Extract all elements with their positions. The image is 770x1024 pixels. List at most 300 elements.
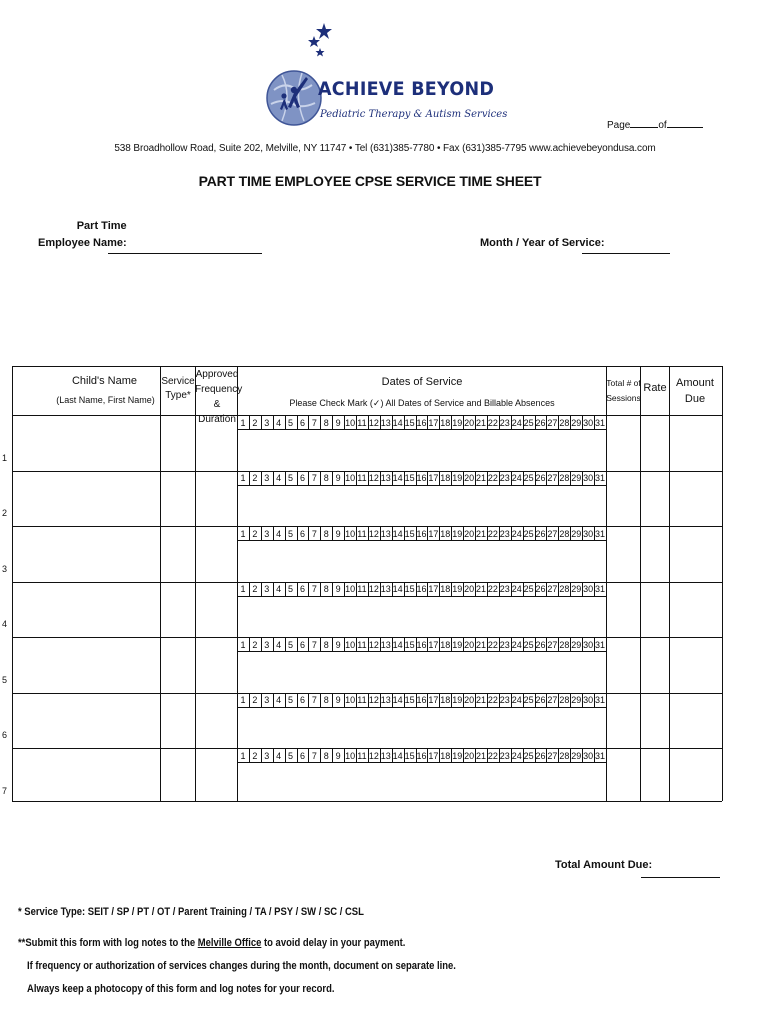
day-checkbox[interactable]: 31 bbox=[595, 695, 606, 705]
day-checkbox[interactable]: 19 bbox=[452, 473, 463, 483]
day-checkbox[interactable]: 27 bbox=[547, 695, 558, 705]
day-checkbox[interactable]: 16 bbox=[416, 750, 427, 761]
day-checkbox[interactable]: 23 bbox=[499, 584, 510, 594]
day-checkbox[interactable]: 30 bbox=[583, 473, 594, 483]
day-cell-divider bbox=[439, 693, 440, 707]
page-total-field[interactable] bbox=[667, 118, 703, 128]
day-checkbox[interactable]: 25 bbox=[523, 528, 534, 539]
day-checkbox[interactable]: 1 bbox=[240, 528, 246, 539]
day-checkbox[interactable]: 1 bbox=[240, 695, 246, 705]
day-checkbox[interactable]: 2 bbox=[252, 750, 258, 761]
day-cell-divider bbox=[416, 415, 417, 429]
day-checkbox[interactable]: 16 bbox=[416, 695, 427, 705]
day-checkbox[interactable]: 9 bbox=[335, 750, 341, 761]
day-cell-divider bbox=[475, 526, 476, 540]
day-cell-divider bbox=[404, 415, 405, 429]
day-cell-divider bbox=[285, 415, 286, 429]
day-checkbox[interactable]: 19 bbox=[452, 639, 463, 650]
day-checkbox[interactable]: 30 bbox=[583, 417, 594, 428]
day-cell-divider bbox=[487, 693, 488, 707]
day-checkbox[interactable]: 16 bbox=[416, 473, 427, 483]
employee-name-field[interactable] bbox=[108, 253, 262, 254]
day-checkbox[interactable]: 2 bbox=[252, 473, 258, 483]
dates-of-service-header: Dates of Service bbox=[381, 376, 463, 388]
day-checkbox[interactable]: 29 bbox=[571, 750, 582, 761]
day-checkbox[interactable]: 20 bbox=[464, 528, 475, 539]
day-cell-divider bbox=[546, 748, 547, 762]
day-checkbox[interactable]: 23 bbox=[499, 473, 510, 483]
day-checkbox[interactable]: 18 bbox=[440, 528, 451, 539]
day-checkbox[interactable]: 15 bbox=[404, 473, 415, 483]
day-checkbox[interactable]: 26 bbox=[535, 473, 546, 483]
day-checkbox[interactable]: 30 bbox=[583, 528, 594, 539]
day-checkbox[interactable]: 9 bbox=[335, 695, 341, 705]
day-checkbox[interactable]: 17 bbox=[428, 750, 439, 761]
day-checkbox[interactable]: 27 bbox=[547, 639, 558, 650]
day-checkbox[interactable]: 13 bbox=[380, 750, 391, 761]
day-checkbox[interactable]: 31 bbox=[595, 750, 606, 761]
day-checkbox[interactable]: 4 bbox=[276, 417, 282, 428]
day-checkbox[interactable]: 21 bbox=[476, 695, 487, 705]
day-checkbox[interactable]: 10 bbox=[345, 750, 356, 761]
day-checkbox[interactable]: 24 bbox=[511, 473, 522, 483]
day-checkbox[interactable]: 18 bbox=[440, 695, 451, 705]
day-checkbox[interactable]: 31 bbox=[595, 639, 606, 650]
day-checkbox[interactable]: 23 bbox=[499, 695, 510, 705]
day-checkbox[interactable]: 26 bbox=[535, 695, 546, 705]
day-checkbox[interactable]: 3 bbox=[264, 473, 270, 483]
day-checkbox[interactable]: 20 bbox=[464, 639, 475, 650]
day-checkbox[interactable]: 26 bbox=[535, 750, 546, 761]
day-checkbox[interactable]: 13 bbox=[380, 584, 391, 594]
day-checkbox[interactable]: 30 bbox=[583, 584, 594, 594]
day-checkbox[interactable]: 3 bbox=[264, 528, 270, 539]
day-cell-divider bbox=[392, 415, 393, 429]
day-checkbox[interactable]: 14 bbox=[392, 695, 403, 705]
day-checkbox[interactable]: 9 bbox=[335, 528, 341, 539]
day-checkbox[interactable]: 6 bbox=[299, 417, 305, 428]
day-cell-divider bbox=[308, 582, 309, 596]
day-checkbox[interactable]: 9 bbox=[335, 417, 341, 428]
day-checkbox[interactable]: 12 bbox=[368, 639, 379, 650]
day-cell-divider bbox=[451, 471, 452, 485]
table-border-top bbox=[12, 366, 722, 367]
day-cell-divider bbox=[273, 637, 274, 651]
day-cell-divider bbox=[439, 582, 440, 596]
day-checkbox[interactable]: 22 bbox=[487, 417, 498, 428]
day-checkbox[interactable]: 25 bbox=[523, 750, 534, 761]
day-checkbox[interactable]: 18 bbox=[440, 639, 451, 650]
day-checkbox[interactable]: 18 bbox=[440, 750, 451, 761]
day-cell-divider bbox=[249, 582, 250, 596]
day-checkbox[interactable]: 7 bbox=[311, 584, 317, 594]
day-checkbox[interactable]: 18 bbox=[440, 417, 451, 428]
day-checkbox[interactable]: 3 bbox=[264, 639, 270, 650]
day-checkbox[interactable]: 11 bbox=[357, 528, 367, 539]
day-checkbox[interactable]: 4 bbox=[276, 639, 282, 650]
day-cell-divider bbox=[582, 582, 583, 596]
day-checkbox[interactable]: 19 bbox=[452, 528, 463, 539]
day-cell-divider bbox=[332, 637, 333, 651]
day-checkbox[interactable]: 20 bbox=[464, 750, 475, 761]
day-checkbox[interactable]: 4 bbox=[276, 750, 282, 761]
day-cell-divider bbox=[308, 748, 309, 762]
day-checkbox[interactable]: 21 bbox=[476, 584, 487, 594]
day-checkbox[interactable]: 29 bbox=[571, 584, 582, 594]
day-checkbox[interactable]: 20 bbox=[464, 417, 475, 428]
day-checkbox[interactable]: 20 bbox=[464, 473, 475, 483]
day-checkbox[interactable]: 10 bbox=[345, 584, 356, 594]
day-checkbox[interactable]: 8 bbox=[323, 750, 329, 761]
day-checkbox[interactable]: 11 bbox=[357, 639, 367, 650]
day-checkbox[interactable]: 9 bbox=[335, 639, 341, 650]
day-checkbox[interactable]: 13 bbox=[380, 528, 391, 539]
day-checkbox[interactable]: 24 bbox=[511, 750, 522, 761]
day-checkbox[interactable]: 28 bbox=[559, 639, 570, 650]
day-checkbox[interactable]: 5 bbox=[288, 639, 294, 650]
day-checkbox[interactable]: 30 bbox=[583, 750, 594, 761]
day-checkbox[interactable]: 4 bbox=[276, 584, 282, 594]
day-checkbox[interactable]: 10 bbox=[345, 639, 356, 650]
day-checkbox[interactable]: 1 bbox=[240, 473, 246, 483]
day-checkbox[interactable]: 17 bbox=[428, 584, 439, 594]
service-header-line1: Service bbox=[161, 376, 195, 387]
day-cell-divider bbox=[320, 471, 321, 485]
day-cell-divider bbox=[404, 637, 405, 651]
day-checkbox[interactable]: 8 bbox=[323, 528, 329, 539]
day-checkbox[interactable]: 25 bbox=[523, 695, 534, 705]
day-checkbox[interactable]: 12 bbox=[368, 473, 379, 483]
day-checkbox[interactable]: 18 bbox=[440, 473, 451, 483]
day-checkbox[interactable]: 26 bbox=[535, 417, 546, 428]
day-checkbox[interactable]: 17 bbox=[428, 695, 439, 705]
day-checkbox[interactable]: 19 bbox=[452, 584, 463, 594]
day-checkbox[interactable]: 28 bbox=[559, 695, 570, 705]
day-checkbox[interactable]: 5 bbox=[288, 528, 294, 539]
day-checkbox[interactable]: 16 bbox=[416, 417, 427, 428]
day-checkbox[interactable]: 19 bbox=[452, 417, 463, 428]
day-cell-divider bbox=[463, 582, 464, 596]
day-checkbox[interactable]: 29 bbox=[571, 639, 582, 650]
day-checkbox[interactable]: 23 bbox=[499, 528, 510, 539]
total-amount-due-field[interactable] bbox=[641, 877, 720, 878]
day-checkbox[interactable]: 11 bbox=[357, 584, 367, 594]
day-checkbox[interactable]: 2 bbox=[252, 695, 258, 705]
day-checkbox[interactable]: 21 bbox=[476, 473, 487, 483]
day-checkbox[interactable]: 3 bbox=[264, 584, 270, 594]
day-cell-divider bbox=[320, 582, 321, 596]
day-checkbox[interactable]: 22 bbox=[487, 639, 498, 650]
day-checkbox[interactable]: 21 bbox=[476, 750, 487, 761]
day-checkbox[interactable]: 22 bbox=[487, 528, 498, 539]
day-cell-divider bbox=[297, 471, 298, 485]
day-checkbox[interactable]: 16 bbox=[416, 639, 427, 650]
day-checkbox[interactable]: 20 bbox=[464, 695, 475, 705]
day-cell-divider bbox=[427, 415, 428, 429]
day-cell-divider bbox=[380, 582, 381, 596]
day-checkbox[interactable]: 7 bbox=[311, 750, 317, 761]
day-checkbox[interactable]: 20 bbox=[464, 584, 475, 594]
day-checkbox[interactable]: 28 bbox=[559, 584, 570, 594]
day-cell-divider bbox=[582, 693, 583, 707]
day-cell-divider bbox=[320, 637, 321, 651]
day-checkbox[interactable]: 14 bbox=[392, 750, 403, 761]
day-checkbox[interactable]: 14 bbox=[392, 473, 403, 483]
row-number: 1 bbox=[2, 452, 8, 463]
day-checkbox[interactable]: 7 bbox=[311, 417, 317, 428]
day-checkbox[interactable]: 31 bbox=[595, 584, 606, 594]
day-cell-divider bbox=[546, 415, 547, 429]
day-checkbox[interactable]: 17 bbox=[428, 417, 439, 428]
column-divider-4 bbox=[606, 366, 607, 801]
day-checkbox[interactable]: 6 bbox=[299, 473, 305, 483]
day-checkbox[interactable]: 24 bbox=[511, 528, 522, 539]
column-divider-2 bbox=[195, 366, 196, 801]
day-checkbox[interactable]: 13 bbox=[380, 473, 391, 483]
day-checkbox[interactable]: 31 bbox=[595, 417, 606, 428]
day-checkbox[interactable]: 24 bbox=[511, 417, 522, 428]
day-checkbox[interactable]: 25 bbox=[523, 584, 534, 594]
dates-of-service-subheader: Please Check Mark (✓) All Dates of Service and Billable Absences bbox=[289, 398, 555, 408]
day-checkbox[interactable]: 16 bbox=[416, 528, 427, 539]
day-checkbox[interactable]: 17 bbox=[428, 473, 439, 483]
day-checkbox[interactable]: 8 bbox=[323, 473, 329, 483]
day-checkbox[interactable]: 7 bbox=[311, 473, 317, 483]
day-checkbox[interactable]: 15 bbox=[404, 695, 415, 705]
day-checkbox[interactable]: 15 bbox=[404, 584, 415, 594]
day-cell-divider bbox=[356, 748, 357, 762]
day-checkbox[interactable]: 23 bbox=[499, 639, 510, 650]
day-checkbox[interactable]: 9 bbox=[335, 473, 341, 483]
rate-header: Rate bbox=[643, 382, 667, 394]
day-checkbox[interactable]: 3 bbox=[264, 695, 270, 705]
day-cell-divider bbox=[261, 637, 262, 651]
day-checkbox[interactable]: 5 bbox=[288, 750, 294, 761]
day-checkbox[interactable]: 10 bbox=[345, 695, 356, 705]
day-checkbox[interactable]: 24 bbox=[511, 695, 522, 705]
approved-header-line3: & Duration bbox=[198, 399, 236, 425]
day-cell-divider bbox=[451, 526, 452, 540]
day-checkbox[interactable]: 29 bbox=[571, 695, 582, 705]
of-label: of bbox=[658, 120, 667, 131]
day-cell-divider bbox=[487, 748, 488, 762]
day-checkbox[interactable]: 31 bbox=[595, 528, 606, 539]
day-checkbox[interactable]: 6 bbox=[299, 695, 305, 705]
month-year-field[interactable] bbox=[582, 253, 670, 254]
day-cell-divider bbox=[535, 582, 536, 596]
day-checkbox[interactable]: 10 bbox=[345, 528, 356, 539]
day-checkbox[interactable]: 12 bbox=[368, 584, 379, 594]
day-checkbox[interactable]: 24 bbox=[511, 584, 522, 594]
day-checkbox[interactable]: 13 bbox=[380, 695, 391, 705]
day-checkbox[interactable]: 10 bbox=[345, 473, 356, 483]
day-checkbox[interactable]: 25 bbox=[523, 417, 534, 428]
day-checkbox[interactable]: 5 bbox=[288, 695, 294, 705]
day-cell-divider bbox=[594, 748, 595, 762]
day-checkbox[interactable]: 8 bbox=[323, 639, 329, 650]
column-divider-6 bbox=[669, 366, 670, 801]
day-checkbox[interactable]: 6 bbox=[299, 639, 305, 650]
brand-tagline: Pediatric Therapy & Autism Services bbox=[320, 109, 508, 120]
day-cell-divider bbox=[523, 582, 524, 596]
day-checkbox[interactable]: 27 bbox=[547, 473, 558, 483]
day-cell-divider bbox=[356, 471, 357, 485]
day-cell-divider bbox=[380, 415, 381, 429]
day-cell-divider bbox=[594, 693, 595, 707]
day-cell-divider bbox=[487, 526, 488, 540]
day-checkbox[interactable]: 12 bbox=[368, 528, 379, 539]
day-cell-divider bbox=[249, 471, 250, 485]
day-checkbox[interactable]: 5 bbox=[288, 584, 294, 594]
day-checkbox[interactable]: 19 bbox=[452, 695, 463, 705]
day-checkbox[interactable]: 6 bbox=[299, 528, 305, 539]
day-checkbox[interactable]: 7 bbox=[311, 639, 317, 650]
day-checkbox[interactable]: 14 bbox=[392, 528, 403, 539]
day-checkbox[interactable]: 28 bbox=[559, 473, 570, 483]
day-checkbox[interactable]: 24 bbox=[511, 639, 522, 650]
day-checkbox[interactable]: 7 bbox=[311, 528, 317, 539]
day-checkbox[interactable]: 30 bbox=[583, 695, 594, 705]
day-checkbox[interactable]: 23 bbox=[499, 750, 510, 761]
day-checkbox[interactable]: 4 bbox=[276, 528, 282, 539]
day-checkbox[interactable]: 15 bbox=[404, 639, 415, 650]
day-checkbox[interactable]: 5 bbox=[288, 473, 294, 483]
day-checkbox[interactable]: 8 bbox=[323, 584, 329, 594]
day-checkbox[interactable]: 21 bbox=[476, 639, 487, 650]
day-checkbox[interactable]: 28 bbox=[559, 417, 570, 428]
day-checkbox[interactable]: 13 bbox=[380, 639, 391, 650]
amount-header-line1: Amount bbox=[676, 377, 714, 389]
day-checkbox[interactable]: 28 bbox=[559, 750, 570, 761]
day-checkbox[interactable]: 5 bbox=[288, 417, 294, 428]
day-checkbox[interactable]: 3 bbox=[264, 750, 270, 761]
day-checkbox[interactable]: 19 bbox=[452, 750, 463, 761]
day-checkbox[interactable]: 1 bbox=[240, 639, 246, 650]
day-checkbox[interactable]: 22 bbox=[487, 750, 498, 761]
day-checkbox[interactable]: 25 bbox=[523, 473, 534, 483]
day-cell-divider bbox=[344, 526, 345, 540]
melville-office-text: Melville Office bbox=[197, 937, 262, 949]
day-checkbox[interactable]: 27 bbox=[547, 584, 558, 594]
day-cell-divider bbox=[499, 415, 500, 429]
day-checkbox[interactable]: 8 bbox=[323, 695, 329, 705]
day-checkbox[interactable]: 27 bbox=[547, 528, 558, 539]
day-checkbox[interactable]: 1 bbox=[240, 417, 246, 428]
day-cell-divider bbox=[416, 637, 417, 651]
day-checkbox[interactable]: 12 bbox=[368, 417, 379, 428]
day-checkbox[interactable]: 6 bbox=[299, 750, 305, 761]
day-cell-divider bbox=[356, 526, 357, 540]
day-checkbox[interactable]: 29 bbox=[571, 473, 582, 483]
day-cell-divider bbox=[308, 637, 309, 651]
day-cell-divider bbox=[558, 471, 559, 485]
day-cell-divider bbox=[570, 471, 571, 485]
day-checkbox[interactable]: 26 bbox=[535, 528, 546, 539]
day-checkbox[interactable]: 11 bbox=[357, 695, 367, 705]
day-cell-divider bbox=[451, 415, 452, 429]
day-checkbox[interactable]: 7 bbox=[311, 695, 317, 705]
page-number-field[interactable] bbox=[630, 118, 658, 128]
day-checkbox[interactable]: 2 bbox=[252, 528, 258, 539]
day-checkbox[interactable]: 11 bbox=[357, 750, 367, 761]
day-checkbox[interactable]: 1 bbox=[240, 584, 246, 594]
day-cell-divider bbox=[499, 748, 500, 762]
day-cell-divider bbox=[261, 415, 262, 429]
day-checkbox[interactable]: 10 bbox=[345, 417, 356, 428]
day-cell-divider bbox=[439, 637, 440, 651]
day-checkbox[interactable]: 2 bbox=[252, 639, 258, 650]
day-checkbox[interactable]: 3 bbox=[264, 417, 270, 428]
day-cell-divider bbox=[582, 748, 583, 762]
day-cell-divider bbox=[261, 582, 262, 596]
day-checkbox[interactable]: 22 bbox=[487, 473, 498, 483]
day-checkbox[interactable]: 30 bbox=[583, 639, 594, 650]
day-checkbox[interactable]: 8 bbox=[323, 417, 329, 428]
day-cell-divider bbox=[308, 526, 309, 540]
day-checkbox[interactable]: 26 bbox=[535, 639, 546, 650]
day-checkbox[interactable]: 22 bbox=[487, 584, 498, 594]
day-checkbox[interactable]: 15 bbox=[404, 750, 415, 761]
day-cell-divider bbox=[451, 637, 452, 651]
day-checkbox[interactable]: 27 bbox=[547, 417, 558, 428]
day-checkbox[interactable]: 2 bbox=[252, 417, 258, 428]
day-cell-divider bbox=[535, 526, 536, 540]
day-checkbox[interactable]: 17 bbox=[428, 639, 439, 650]
day-checkbox[interactable]: 21 bbox=[476, 417, 487, 428]
day-cell-divider bbox=[594, 637, 595, 651]
day-checkbox[interactable]: 4 bbox=[276, 473, 282, 483]
day-checkbox[interactable]: 23 bbox=[499, 417, 510, 428]
day-checkbox[interactable]: 29 bbox=[571, 417, 582, 428]
day-checkbox[interactable]: 22 bbox=[487, 695, 498, 705]
day-checkbox[interactable]: 21 bbox=[476, 528, 487, 539]
day-cell-divider bbox=[535, 471, 536, 485]
day-checkbox[interactable]: 31 bbox=[595, 473, 606, 483]
day-checkbox[interactable]: 9 bbox=[335, 584, 341, 594]
day-cell-divider bbox=[546, 693, 547, 707]
day-checkbox[interactable]: 16 bbox=[416, 584, 427, 594]
day-checkbox[interactable]: 4 bbox=[276, 695, 282, 705]
day-checkbox[interactable]: 12 bbox=[368, 695, 379, 705]
day-cell-divider bbox=[273, 693, 274, 707]
day-cell-divider bbox=[356, 693, 357, 707]
day-cell-divider bbox=[392, 526, 393, 540]
day-checkbox[interactable]: 6 bbox=[299, 584, 305, 594]
day-checkbox[interactable]: 14 bbox=[392, 417, 403, 428]
day-checkbox[interactable]: 26 bbox=[535, 584, 546, 594]
day-checkbox[interactable]: 11 bbox=[357, 473, 367, 483]
day-checkbox[interactable]: 14 bbox=[392, 639, 403, 650]
day-checkbox[interactable]: 15 bbox=[404, 528, 415, 539]
day-checkbox[interactable]: 25 bbox=[523, 639, 534, 650]
day-checkbox[interactable]: 13 bbox=[380, 417, 391, 428]
day-checkbox[interactable]: 1 bbox=[240, 750, 246, 761]
day-checkbox[interactable]: 2 bbox=[252, 584, 258, 594]
day-checkbox[interactable]: 15 bbox=[404, 417, 415, 428]
day-checkbox[interactable]: 12 bbox=[368, 750, 379, 761]
day-checkbox[interactable]: 29 bbox=[571, 528, 582, 539]
day-cell-divider bbox=[416, 471, 417, 485]
day-checkbox[interactable]: 18 bbox=[440, 584, 451, 594]
day-cell-divider bbox=[273, 748, 274, 762]
day-checkbox[interactable]: 11 bbox=[357, 417, 367, 428]
day-cell-divider bbox=[475, 693, 476, 707]
service-header-line2: Type* bbox=[165, 390, 191, 401]
day-checkbox[interactable]: 17 bbox=[428, 528, 439, 539]
day-checkbox[interactable]: 27 bbox=[547, 750, 558, 761]
day-checkbox[interactable]: 14 bbox=[392, 584, 403, 594]
day-checkbox[interactable]: 28 bbox=[559, 528, 570, 539]
